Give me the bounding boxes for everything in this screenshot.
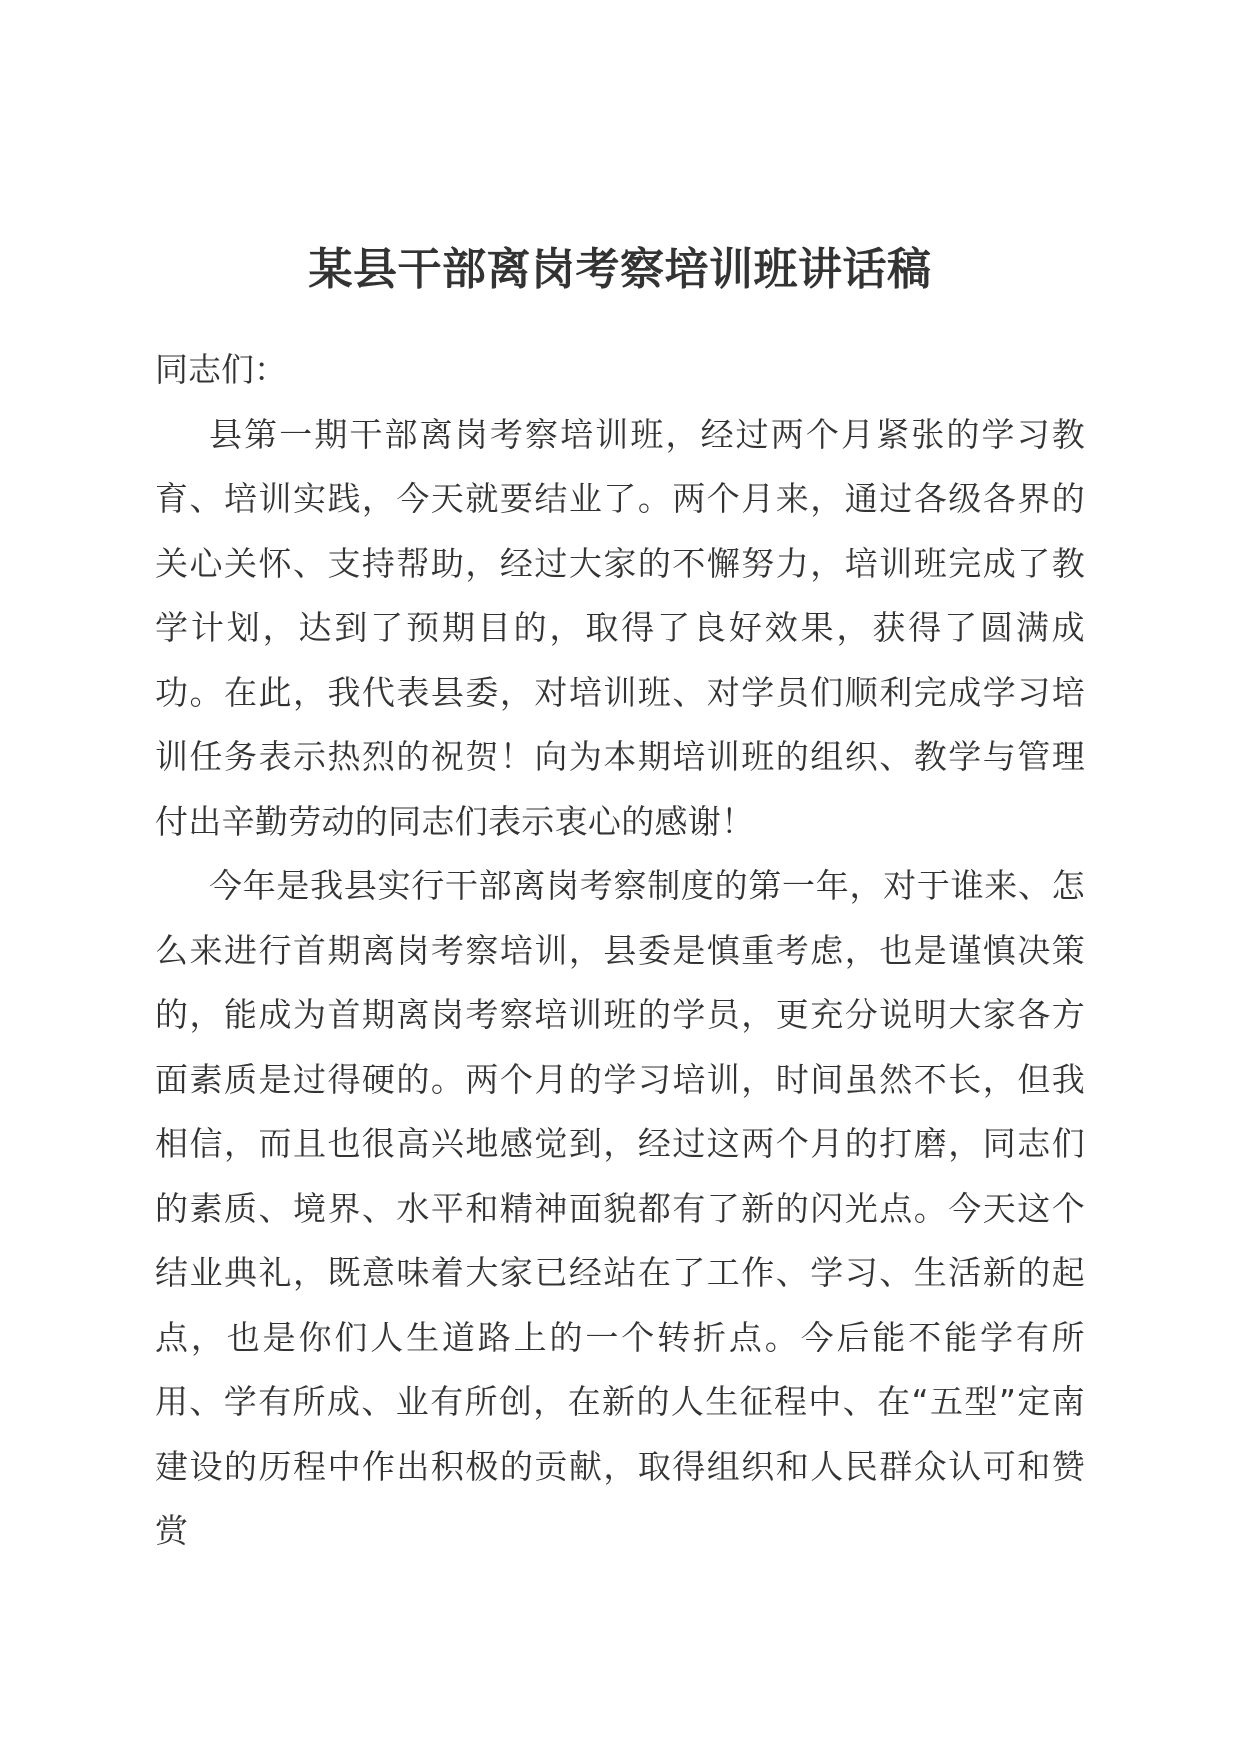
paragraph-2: 今年是我县实行干部离岗考察制度的第一年，对于谁来、怎么来进行首期离岗考察培训，县委是慎重考虑，也是谨慎决策的，能成为首期离岗考察培训班的学员，更充分说明大家各方面素质是过得硬的。两个月的学习培训，时间虽然不长，但我相信，而且也很高兴地感觉到，经过这两个月的打磨，同志们的素质、境界、水平和精神面貌都有了新的闪光点。今天这个结业典礼，既意味着大家已经站在了工作、学习、生活新的起点，也是你们人生道路上的一个转折点。今后能不能学有所用、学有所成、业有所创，在新的人生征程中、在“五型”定南建设的历程中作出积极的贡献，取得组织和人民群众认可和赞赏 — [155, 866, 1085, 1550]
document-body — [155, 338, 1105, 1564]
document-title: 某县干部离岗考察培训班讲话稿 — [308, 244, 932, 295]
paragraph-1: 县第一期干部离岗考察培训班，经过两个月紧张的学习教育、培训实践，今天就要结业了。两个月来，通过各级各界的关心关怀、支持帮助，经过大家的不懈努力，培训班完成了教学计划，达到了预期目的，取得了良好效果，获得了圆满成功。在此，我代表县委，对培训班、对学员们顺利完成学习培训任务表示热烈的祝贺！向为本期培训班的组织、教学与管理付出辛勤劳动的同志们表示衷心的感谢！ — [155, 414, 1085, 841]
salutation: 同志们： — [155, 350, 287, 389]
